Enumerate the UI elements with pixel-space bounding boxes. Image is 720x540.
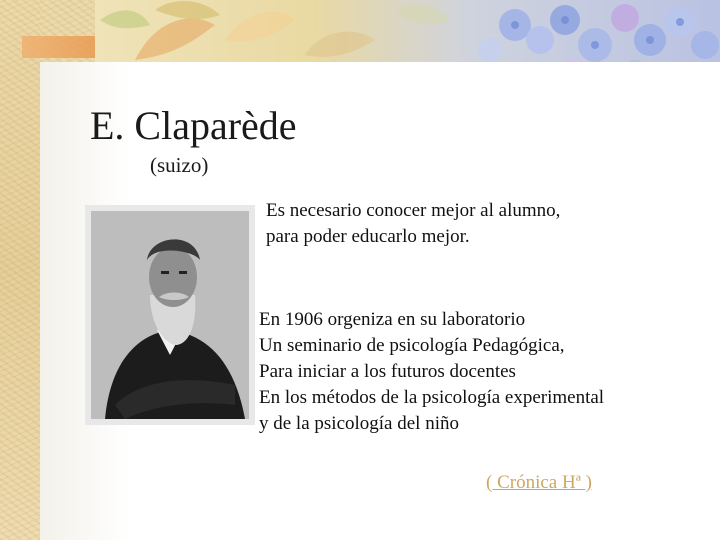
slide-subtitle: (suizo): [150, 153, 209, 177]
bio-line: En 1906 orgeniza en su laboratorio: [259, 309, 526, 330]
portrait-photo: [85, 205, 255, 425]
bio-line: En los métodos de la psicología experimental: [259, 387, 605, 408]
quote-text: [266, 198, 560, 250]
quote-line: para poder educarlo mejor.: [266, 226, 470, 247]
parchment-left-band: [0, 0, 40, 540]
slide-title: E. Claparède: [90, 103, 297, 148]
bio-line: y de la psicología del niño: [259, 413, 459, 434]
bio-line: Para iniciar a los futuros docentes: [259, 361, 516, 382]
orange-accent-bar: [22, 36, 97, 58]
bio-text: [259, 307, 604, 437]
bio-line: Un seminario de psicología Pedagógica,: [259, 335, 565, 356]
cronica-link[interactable]: ( Crónica Hª ): [486, 472, 593, 493]
quote-line: Es necesario conocer mejor al alumno,: [266, 200, 561, 221]
